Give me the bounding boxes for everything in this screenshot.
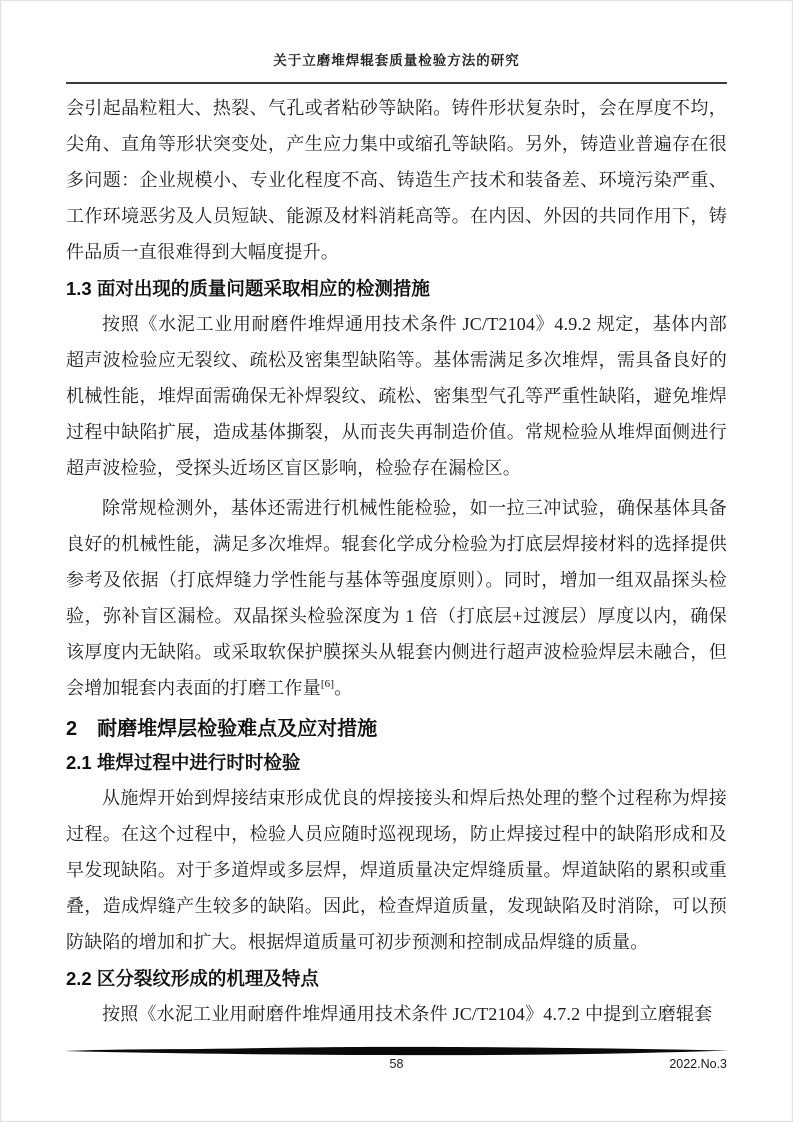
paragraph-1-3-b-period: 。 <box>334 678 353 698</box>
section-heading-2-2: 2.2 区分裂纹形成的机理及特点 <box>66 968 319 989</box>
paragraph-1-3-a: 按照《水泥工业用耐磨件堆焊通用技术条件 JC/T2104》4.9.2 规定，基体内部超声波检验应无裂纹、疏松及密集型缺陷等。基体需满足多次堆焊，需具备良好的机械性能，堆焊面需确保无补焊裂纹、疏松、密集型气孔等严重性缺陷，避免堆焊过程中缺陷扩展，造成基体撕裂，从而丧失再制造价值。常规检验从堆焊面侧进行超声波检验，受探头近场区盲区影响，检验存在漏检区。 <box>66 314 727 478</box>
paragraph-intro-continuation: 会引起晶粒粗大、热裂、气孔或者粘砂等缺陷。铸件形状复杂时，会在厚度不均，尖角、直角等形状突变处，产生应力集中或缩孔等缺陷。另外，铸造业普遍存在很多问题：企业规模小、专业化程度不高、铸造生产技术和装备差、环境污染严重、工作环境恶劣及人员短缺、能源及材料消耗高等。在内因、外因的共同作用下，铸件品质一直很难得到大幅度提升。 <box>66 98 727 262</box>
issue-label: 2022.No.3 <box>669 1057 727 1071</box>
paragraph-1-3-b-text: 除常规检测外，基体还需进行机械性能检验，如一拉三冲试验，确保基体具备良好的机械性能，满足多次堆焊。辊套化学成分检验为打底层焊接材料的选择提供参考及依据（打底焊缝力学性能与基体等强度原则）。同时，增加一组双晶探头检验，弥补盲区漏检。双晶探头检验深度为 1 倍（打底层+过渡层）厚度以内，确保该厚度内无缺陷。或采取软保护膜探头从辊套内侧进行超声波检验焊层未融合，但会增加辊套内表面的打磨工作量 <box>66 498 727 698</box>
paragraph-2-2: 按照《水泥工业用耐磨件堆焊通用技术条件 JC/T2104》4.7.2 中提到立磨辊套 <box>102 1004 713 1024</box>
section-heading-1-3: 1.3 面对出现的质量问题采取相应的检测措施 <box>66 278 430 299</box>
page-number: 58 <box>389 1057 404 1071</box>
footer-row <box>64 1057 729 1073</box>
header-rule <box>66 82 727 84</box>
page-footer <box>64 1046 729 1073</box>
paragraph-1-3-b <box>66 490 727 706</box>
footer-divider-bar <box>64 1046 729 1056</box>
paragraph-2-1: 从施焊开始到焊接结束形成优良的焊接接头和焊后热处理的整个过程称为焊接过程。在这个过程中，检验人员应随时巡视现场，防止焊接过程中的缺陷形成和及早发现缺陷。对于多道焊或多层焊，焊道质量决定焊缝质量。焊道缺陷的累积或重叠，造成焊缝产生较多的缺陷。因此，检查焊道质量，发现缺陷及时消除，可以预防缺陷的增加和扩大。根据焊道质量可初步预测和控制成品焊缝的质量。 <box>66 788 727 952</box>
page-content <box>66 0 727 1032</box>
section-heading-2: 2 耐磨堆焊层检验难点及应对措施 <box>66 718 378 740</box>
running-head-title: 关于立磨堆焊辊套质量检验方法的研究 <box>273 53 520 68</box>
citation-ref-6: [6] <box>320 678 335 690</box>
section-heading-2-1: 2.1 堆焊过程中进行时时检验 <box>66 752 301 773</box>
